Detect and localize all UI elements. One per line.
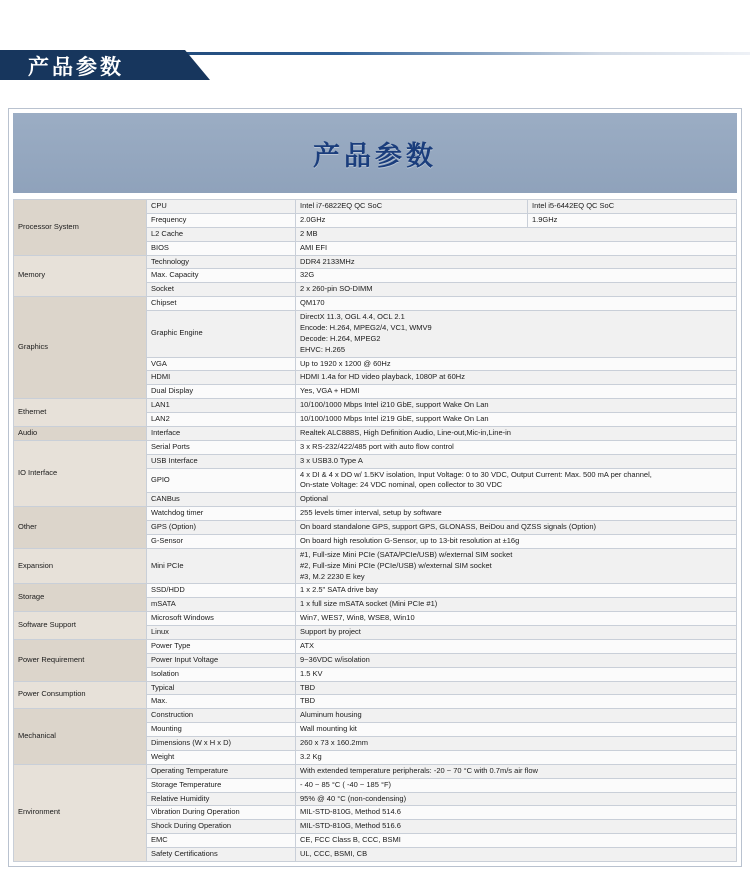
spec-item-value: With extended temperature peripherals: -20 ~ 70 °C with 0.7m/s air flow	[296, 764, 737, 778]
spec-item-value: 2 MB	[296, 227, 737, 241]
spec-item-value: AMI EFI	[296, 241, 737, 255]
spec-item-value: 95% @ 40 °C (non-condensing)	[296, 792, 737, 806]
spec-item-label: Vibration During Operation	[147, 806, 296, 820]
table-row	[14, 584, 737, 598]
spec-item-value-alt: 1.9GHz	[528, 213, 737, 227]
spec-item-value: UL, CCC, BSMI, CB	[296, 848, 737, 862]
spec-item-value: 3.2 Kg	[296, 750, 737, 764]
spec-category: Storage	[14, 584, 147, 612]
spec-item-label: Frequency	[147, 213, 296, 227]
spec-item-label: Chipset	[147, 297, 296, 311]
spec-item-label: Linux	[147, 626, 296, 640]
spec-item-value: 32G	[296, 269, 737, 283]
spec-item-label: Watchdog timer	[147, 507, 296, 521]
spec-item-value: 255 levels timer interval, setup by software	[296, 507, 737, 521]
spec-item-value: TBD	[296, 681, 737, 695]
spec-item-value: CE, FCC Class B, CCC, BSMI	[296, 834, 737, 848]
spec-item-label: Mounting	[147, 723, 296, 737]
spec-item-value: 4 x DI & 4 x DO w/ 1.5KV isolation, Input Voltage: 0 to 30 VDC, Output Current: Max. 500 mA per channel, On-state Voltage: 24 VDC nominal, open collector to 30 VDC	[296, 468, 737, 493]
spec-item-label: HDMI	[147, 371, 296, 385]
spec-item-label: Safety Certifications	[147, 848, 296, 862]
spec-item-value: DirectX 11.3, OGL 4.4, OCL 2.1 Encode: H.264, MPEG2/4, VC1, WMV9 Decode: H.264, MPEG2 EHVC: H.265	[296, 311, 737, 358]
spec-item-value: 1 x 2.5" SATA drive bay	[296, 584, 737, 598]
spec-item-label: Storage Temperature	[147, 778, 296, 792]
spec-item-label: CANBus	[147, 493, 296, 507]
table-row	[14, 507, 737, 521]
spec-item-label: Serial Ports	[147, 440, 296, 454]
spec-item-value: HDMI 1.4a for HD video playback, 1080P at 60Hz	[296, 371, 737, 385]
spec-item-label: Interface	[147, 426, 296, 440]
spec-category: Graphics	[14, 297, 147, 399]
spec-item-label: USB Interface	[147, 454, 296, 468]
table-row	[14, 709, 737, 723]
spec-category: Expansion	[14, 548, 147, 584]
spec-item-value: 10/100/1000 Mbps Intel i210 GbE, support Wake On Lan	[296, 399, 737, 413]
spec-category: Software Support	[14, 612, 147, 640]
spec-item-value: Intel i7-6822EQ QC SoC	[296, 200, 528, 214]
spec-item-value: 1 x full size mSATA socket (Mini PCIe #1)	[296, 598, 737, 612]
spec-item-label: Dual Display	[147, 385, 296, 399]
page-title: 产品参数	[313, 140, 437, 171]
spec-item-label: Max.	[147, 695, 296, 709]
spec-item-label: Max. Capacity	[147, 269, 296, 283]
spec-panel	[8, 108, 742, 867]
page-banner	[0, 20, 750, 80]
spec-category: Power Consumption	[14, 681, 147, 709]
spec-item-label: GPS (Option)	[147, 521, 296, 535]
spec-item-value: 10/100/1000 Mbps Intel i219 GbE, support Wake On Lan	[296, 413, 737, 427]
spec-item-value: TBD	[296, 695, 737, 709]
spec-item-label: Mini PCIe	[147, 548, 296, 584]
spec-item-value: Support by project	[296, 626, 737, 640]
table-row	[14, 612, 737, 626]
spec-item-label: mSATA	[147, 598, 296, 612]
spec-item-label: VGA	[147, 357, 296, 371]
spec-category: Power Requirement	[14, 639, 147, 681]
table-row	[14, 548, 737, 584]
spec-item-value-alt: Intel i5-6442EQ QC SoC	[528, 200, 737, 214]
spec-item-label: Weight	[147, 750, 296, 764]
spec-item-value: MIL-STD-810G, Method 514.6	[296, 806, 737, 820]
spec-item-label: Power Input Voltage	[147, 653, 296, 667]
spec-item-label: Technology	[147, 255, 296, 269]
specifications-table	[13, 199, 737, 862]
table-row	[14, 681, 737, 695]
spec-item-value: 2.0GHz	[296, 213, 528, 227]
spec-item-value: Win7, WES7, Win8, WSE8, Win10	[296, 612, 737, 626]
table-row	[14, 639, 737, 653]
spec-item-value: - 40 ~ 85 °C ( -40 ~ 185 °F)	[296, 778, 737, 792]
spec-item-value: Yes, VGA + HDMI	[296, 385, 737, 399]
spec-item-label: LAN1	[147, 399, 296, 413]
banner-title: 产品参数	[28, 56, 124, 79]
spec-panel-header	[13, 113, 737, 193]
spec-item-label: Typical	[147, 681, 296, 695]
spec-item-label: EMC	[147, 834, 296, 848]
table-row	[14, 399, 737, 413]
spec-item-value: 9~36VDC w/isolation	[296, 653, 737, 667]
spec-item-label: LAN2	[147, 413, 296, 427]
spec-item-value: QM170	[296, 297, 737, 311]
spec-item-label: Isolation	[147, 667, 296, 681]
spec-category: IO Interface	[14, 440, 147, 506]
spec-category: Ethernet	[14, 399, 147, 427]
table-row	[14, 764, 737, 778]
spec-item-label: GPIO	[147, 468, 296, 493]
spec-item-value: #1, Full-size Mini PCIe (SATA/PCIe/USB) w/external SIM socket #2, Full-size Mini PCIe (PCIe/USB) w/external SIM socket #3, M.2 2230 E key	[296, 548, 737, 584]
spec-item-label: G-Sensor	[147, 534, 296, 548]
spec-item-label: Socket	[147, 283, 296, 297]
spec-item-value: 3 x RS-232/422/485 port with auto flow control	[296, 440, 737, 454]
spec-item-value: Aluminum housing	[296, 709, 737, 723]
product-spec-page	[0, 20, 750, 867]
spec-category: Memory	[14, 255, 147, 297]
spec-item-value: 3 x USB3.0 Type A	[296, 454, 737, 468]
spec-item-value: On board standalone GPS, support GPS, GLONASS, BeiDou and QZSS signals (Option)	[296, 521, 737, 535]
table-row	[14, 255, 737, 269]
table-row	[14, 297, 737, 311]
spec-item-value: 1.5 KV	[296, 667, 737, 681]
spec-item-label: Power Type	[147, 639, 296, 653]
spec-item-label: Dimensions (W x H x D)	[147, 737, 296, 751]
spec-item-value: 2 x 260-pin SO-DIMM	[296, 283, 737, 297]
spec-item-value: Wall mounting kit	[296, 723, 737, 737]
spec-item-value: DDR4 2133MHz	[296, 255, 737, 269]
spec-item-value: On board high resolution G-Sensor, up to 13-bit resolution at ±16g	[296, 534, 737, 548]
spec-category: Processor System	[14, 200, 147, 256]
spec-item-label: L2 Cache	[147, 227, 296, 241]
spec-item-value: Optional	[296, 493, 737, 507]
spec-item-label: Construction	[147, 709, 296, 723]
spec-item-label: Graphic Engine	[147, 311, 296, 358]
spec-category: Environment	[14, 764, 147, 861]
spec-item-label: Microsoft Windows	[147, 612, 296, 626]
spec-item-value: Up to 1920 x 1200 @ 60Hz	[296, 357, 737, 371]
spec-item-label: Shock During Operation	[147, 820, 296, 834]
spec-item-value: MIL-STD-810G, Method 516.6	[296, 820, 737, 834]
spec-item-label: CPU	[147, 200, 296, 214]
spec-category: Mechanical	[14, 709, 147, 765]
spec-item-value: 260 x 73 x 160.2mm	[296, 737, 737, 751]
spec-item-label: Relative Humidity	[147, 792, 296, 806]
spec-item-label: Operating Temperature	[147, 764, 296, 778]
spec-item-label: SSD/HDD	[147, 584, 296, 598]
table-row	[14, 426, 737, 440]
spec-item-label: BIOS	[147, 241, 296, 255]
table-row	[14, 200, 737, 214]
table-row	[14, 440, 737, 454]
spec-item-value: ATX	[296, 639, 737, 653]
spec-category: Other	[14, 507, 147, 549]
spec-item-value: Realtek ALC888S, High Definition Audio, Line-out,Mic-in,Line-in	[296, 426, 737, 440]
spec-category: Audio	[14, 426, 147, 440]
